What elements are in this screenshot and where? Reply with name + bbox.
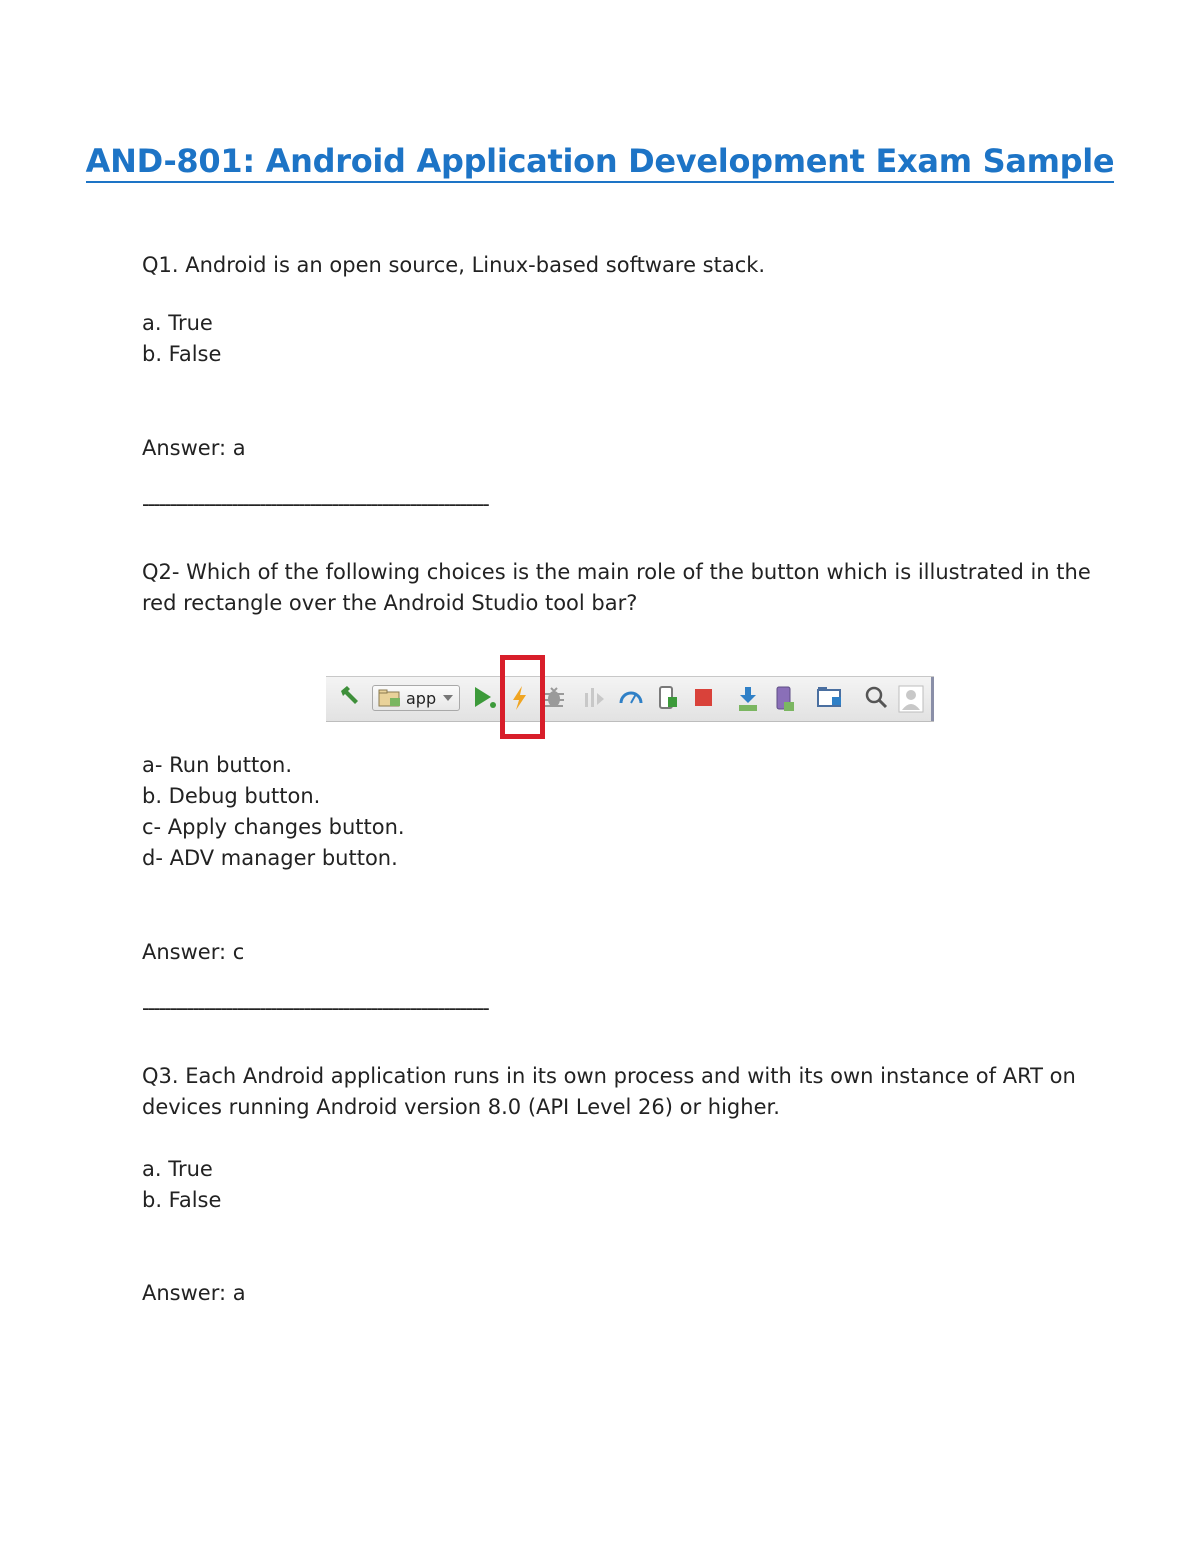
project-structure-icon (816, 685, 844, 711)
run-icon (472, 685, 498, 711)
hammer-icon (338, 685, 362, 709)
q1-option-b: b. False (142, 342, 222, 366)
q3-answer: Answer: a (142, 1281, 246, 1305)
q3-question: Q3. Each Android application runs in its own process and with its own instance of ART on devices running Android version 8.0 (API Level 26) or higher. (142, 1064, 1076, 1119)
q3-option-b: b. False (142, 1188, 222, 1212)
app-folder-icon (378, 689, 402, 707)
page-title (0, 142, 1200, 180)
q1-answer: Answer: a (142, 436, 246, 460)
q1-option-a: a. True (142, 311, 213, 335)
debug-icon (542, 685, 566, 711)
dropdown-arrow-icon (443, 695, 453, 702)
q2-answer: Answer: c (142, 940, 245, 964)
android-studio-toolbar-image (326, 676, 934, 722)
profiler-icon (618, 685, 644, 711)
q2-question: Q2- Which of the following choices is the main role of the button which is illustrated in the red rectangle over the Android Studio tool bar? (142, 560, 1091, 615)
attach-debugger-icon (582, 685, 606, 711)
q3-option-a: a. True (142, 1157, 213, 1181)
app-selector-label: app (406, 689, 437, 708)
q2-option-a: a- Run button. (142, 753, 293, 777)
account-icon (898, 685, 924, 713)
separator-1: -------------------------------------------------------------- (142, 492, 488, 516)
separator-2: -------------------------------------------------------------- (142, 996, 488, 1020)
q2-option-b: b. Debug button. (142, 784, 321, 808)
sdk-manager-icon (736, 685, 760, 713)
app-selector (372, 685, 460, 711)
red-highlight-rectangle (500, 655, 545, 739)
q2-option-c: c- Apply changes button. (142, 815, 405, 839)
avd-manager-icon (772, 685, 796, 713)
toolbar-end-bar (931, 677, 934, 721)
search-icon (864, 685, 890, 711)
page-title-text: AND-801: Android Application Development Exam Sample (86, 142, 1115, 183)
sync-icon (656, 685, 680, 711)
q2-option-d: d- ADV manager button. (142, 846, 398, 870)
q1-question: Q1. Android is an open source, Linux-based software stack. (142, 253, 766, 277)
stop-icon (692, 685, 716, 711)
